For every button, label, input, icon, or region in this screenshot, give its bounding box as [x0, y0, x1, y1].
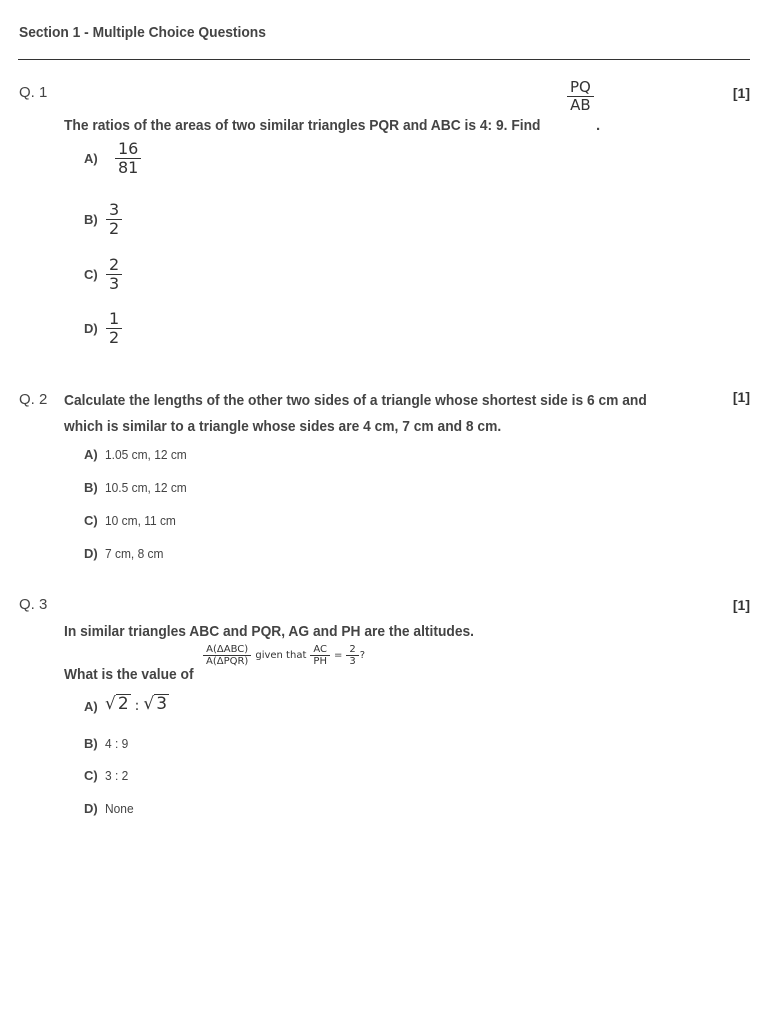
find-fraction — [567, 79, 594, 113]
option-fraction — [106, 201, 122, 237]
section-divider — [18, 59, 750, 60]
question-text: In similar triangles ABC and PQR, AG and PH are the altitudes. — [64, 623, 475, 640]
option-fraction — [106, 310, 122, 346]
fraction-denominator: A(ΔPQR) — [206, 656, 249, 667]
equals-sign: = — [334, 650, 343, 661]
option-c[interactable] — [84, 768, 130, 783]
option-d[interactable] — [84, 546, 169, 561]
option-b[interactable] — [84, 480, 194, 495]
option-fraction — [115, 140, 141, 176]
option-fraction — [106, 256, 122, 292]
question-text: What is the value of — [64, 666, 194, 683]
fraction-numerator: AC — [313, 644, 328, 655]
fraction-denominator: AB — [570, 95, 591, 114]
option-label: D) — [84, 801, 98, 816]
option-d[interactable] — [84, 310, 122, 346]
option-c[interactable] — [84, 513, 182, 528]
option-value: 10 cm, 11 cm — [105, 513, 176, 528]
fraction-numerator: 3 — [109, 200, 120, 219]
fraction-numerator: 2 — [349, 644, 356, 655]
fraction-denominator: PH — [313, 656, 327, 667]
given-text: given that — [255, 650, 307, 661]
option-label: D) — [84, 546, 98, 561]
option-label: B) — [84, 211, 98, 227]
option-d[interactable] — [84, 801, 136, 816]
option-c[interactable] — [84, 256, 122, 292]
option-value: 3 : 2 — [105, 768, 129, 783]
option-value: 10.5 cm, 12 cm — [105, 480, 187, 495]
option-value: 1.05 cm, 12 cm — [105, 447, 187, 462]
option-a[interactable] — [84, 447, 194, 462]
option-label: C) — [84, 513, 98, 528]
option-label: B) — [84, 480, 98, 495]
fraction-denominator: 3 — [109, 273, 120, 293]
question-number: Q. 1 — [19, 84, 48, 101]
option-label: D) — [84, 320, 98, 336]
option-a[interactable] — [84, 140, 141, 176]
question-mark: ? — [359, 650, 366, 661]
option-value: 4 : 9 — [105, 736, 129, 751]
question-marks: [1] — [732, 597, 750, 613]
question-marks: [1] — [732, 389, 750, 405]
option-label: B) — [84, 736, 98, 751]
ratio-fraction — [203, 644, 251, 667]
sqrt-radicand: 3 — [156, 693, 168, 714]
sqrt-symbol: √ — [143, 693, 155, 714]
ratio-separator: : — [134, 697, 140, 714]
fraction-denominator: 81 — [118, 157, 139, 177]
question-text — [64, 113, 540, 139]
question-math — [203, 644, 365, 667]
option-value: 7 cm, 8 cm — [105, 546, 164, 561]
fraction-numerator: 2 — [109, 255, 120, 274]
fraction-numerator: 1 — [109, 309, 120, 328]
section-title: Section 1 - Multiple Choice Questions — [19, 24, 266, 41]
option-value: None — [105, 801, 134, 816]
value-fraction — [346, 644, 358, 667]
given-fraction — [310, 644, 330, 667]
question-number: Q. 2 — [19, 391, 48, 408]
sqrt-symbol: √ — [105, 693, 116, 714]
fraction-denominator: 2 — [109, 218, 120, 238]
question-text-line: which is similar to a triangle whose sides are 4 cm, 7 cm and 8 cm. — [64, 418, 502, 435]
option-label: C) — [84, 768, 98, 783]
question-suffix: . — [596, 117, 601, 134]
sqrt-expression — [105, 694, 169, 714]
question-text — [64, 388, 647, 440]
sqrt-radicand: 2 — [117, 693, 129, 714]
question-text-line: Calculate the lengths of the other two sides of a triangle whose shortest side is 6 cm and — [64, 392, 647, 409]
option-label: A) — [84, 699, 98, 714]
fraction-numerator: PQ — [570, 78, 591, 96]
question-text-main: The ratios of the areas of two similar triangles PQR and ABC is 4: 9. Find — [64, 117, 541, 134]
fraction-denominator: 3 — [349, 656, 356, 667]
question-marks: [1] — [732, 85, 750, 101]
option-b[interactable] — [84, 736, 130, 751]
option-label: C) — [84, 266, 98, 282]
fraction-denominator: 2 — [109, 327, 120, 347]
option-label: A) — [84, 150, 98, 166]
question-number: Q. 3 — [19, 596, 48, 613]
option-a[interactable] — [84, 693, 169, 714]
fraction-numerator: 16 — [118, 139, 139, 158]
option-b[interactable] — [84, 201, 122, 237]
option-label: A) — [84, 447, 98, 462]
fraction-numerator: A(ΔABC) — [206, 644, 249, 655]
